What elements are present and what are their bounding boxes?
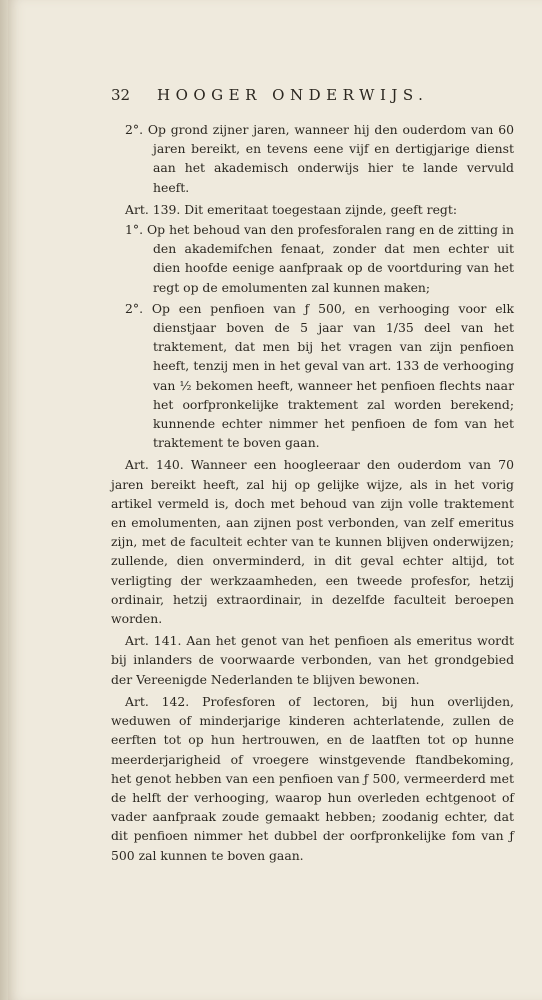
clause-1-rank: 1°. Op het behoud van den profesforalen rang en de zitting in den akademifchen fenaat, zonder dat men echter uit dien hoofde eenige aanfpraak op de voortduring van het regt op de emolumenten zal kunnen maken; [125, 222, 514, 295]
article-142: Art. 142. Profesforen of lectoren, bij hun overlijden, weduwen of minderjarige kinderen achterlatende, zullen de eerften tot op hun hertrouwen, en de laatften tot op hunne meerderjarigheid of vroegere winstgevende ftandbekoming, het genot hebben van een penfioen van ƒ 500, vermeerderd met de helft der verhooging, waarop hun overleden echtgenoot of vader aanfpraak zoude gemaakt hebben; zoodanig echter, dat dit penfioen nimmer het dubbel der oorfpronkelijke fom van ƒ 500 zal kunnen te boven gaan. [111, 693, 514, 863]
article-141: Art. 141. Aan het genot van het penfioen als emeritus wordt bij inlanders de voorwaarde verbonden, van het grondgebied der Vereenigde Nederlanden te blijven bewonen. [111, 633, 514, 687]
running-head [111, 86, 514, 112]
running-title: HOOGER ONDERWIJS. [157, 86, 429, 104]
page-number: 32 [111, 86, 131, 104]
clause-2-pension: 2°. Op een penfioen van ƒ 500, en verhooging voor elk dienstjaar boven de 5 jaar van 1/35 deel van het traktement, dat men bij het vragen van zijn penfioen heeft, tenzij men in het geval van art. 133 de verhooging van ½ bekomen heeft, wanneer het penfioen flechts naar het oorfpronkelijke traktement zal worden berekend; kunnende echter nimmer het penfioen de fom van het traktement te boven gaan. [125, 300, 514, 451]
article-140: Art. 140. Wanneer een hoogleeraar den ouderdom van 70 jaren bereikt heeft, zal hij op gelijke wijze, als in het vorig artikel vermeld is, doch met behoud van zijn volle traktement en emolumenten, aan zijnen post verbonden, van zelf emeritus zijn, met de faculteit echter van te kunnen blijven onderwijzen; zullende, dien onverminderd, in dit geval echter altijd, tot verligting der werkzaamheden, een tweede profesfor, hetzij ordinair, hetzij extraordinair, in dezelfde faculteit beroepen worden. [111, 457, 514, 627]
article-139: Art. 139. Dit emeritaat toegestaan zijnde, geeft regt: [125, 201, 458, 217]
page-text-block [111, 86, 514, 865]
clause-2-age: 2°. Op grond zijner jaren, wanneer hij den ouderdom van 60 jaren bereikt, en tevens eene vijf en dertigjarige dienst aan het akademisch onderwijs hier te lande vervuld heeft. [125, 122, 514, 195]
